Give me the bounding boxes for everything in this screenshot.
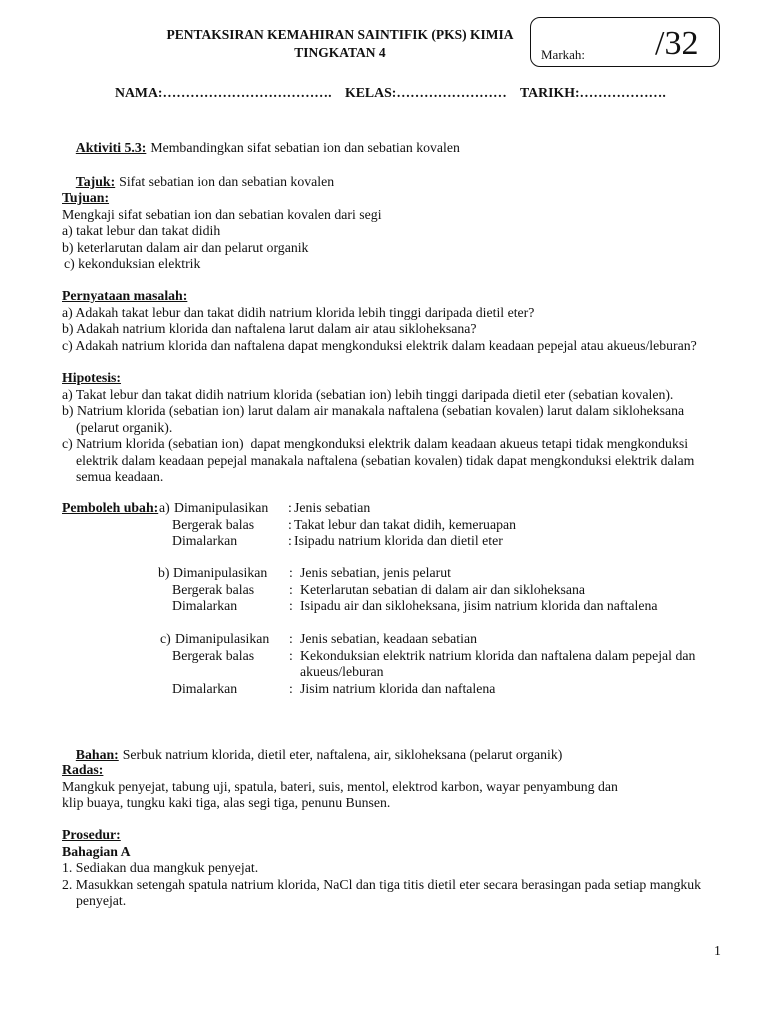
document-title: PENTAKSIRAN KEMAHIRAN SAINTIFIK (PKS) KIMIA xyxy=(166,27,514,42)
objective-section xyxy=(62,190,382,273)
materials-line xyxy=(62,730,563,762)
materials-label: Bahan: xyxy=(75,746,119,762)
variable-label: Bergerak balas xyxy=(172,647,255,663)
student-class-field: KELAS:…………………… xyxy=(345,85,507,100)
variable-separator: : xyxy=(289,631,293,646)
materials-text: Serbuk natrium klorida, dietil eter, naftalena, air, sikloheksana (pelarut organik) xyxy=(122,746,563,762)
variable-value: Isipadu natrium klorida dan dietil eter xyxy=(294,533,503,548)
problem-statement-item: a) Adakah takat lebur dan takat didih natrium klorida lebih tinggi daripada dietil eter? xyxy=(62,304,535,320)
variable-label: Dimalarkan xyxy=(172,533,238,548)
variable-label: Bergerak balas xyxy=(172,581,255,597)
problem-statement-item: b) Adakah natrium klorida dan naftalena larut dalam air atau sikloheksana? xyxy=(62,321,477,336)
group-marker: c) xyxy=(160,631,171,646)
variable-label: Dimanipulasikan xyxy=(175,631,270,646)
apparatus-line: Mangkuk penyejat, tabung uji, spatula, bateri, suis, mentol, elektrod karbon, wayar penyambung dan xyxy=(62,778,618,794)
variables-row xyxy=(0,517,768,534)
score-total: /32 xyxy=(655,25,699,62)
apparatus-line: klip buaya, tungku kaki tiga, alas segi tiga, penunu Bunsen. xyxy=(62,795,391,810)
hypothesis-line: (pelarut organik). xyxy=(76,419,173,435)
objective-item: c) kekonduksian elektrik xyxy=(64,256,201,271)
variable-value: Keterlarutan sebatian di dalam air dan sikloheksana xyxy=(300,581,586,597)
variables-group-b xyxy=(0,565,768,615)
title-label: Tajuk: xyxy=(75,173,116,189)
variable-label: Dimalarkan xyxy=(172,680,238,696)
variable-separator: : xyxy=(289,581,293,597)
procedure-heading: Prosedur: xyxy=(62,827,121,842)
student-name-field: NAMA:………………………………. xyxy=(115,85,332,100)
variables-row xyxy=(0,565,768,582)
variable-separator: : xyxy=(289,647,293,663)
variable-value: Jenis sebatian xyxy=(294,500,371,515)
variables-row xyxy=(0,631,768,648)
activity-line xyxy=(62,123,460,155)
variables-row xyxy=(0,533,768,550)
student-date-field: TARIKH:………………. xyxy=(520,85,666,100)
variable-value: Kekonduksian elektrik natrium klorida dan naftalena dalam pepejal dan xyxy=(300,647,696,663)
variables-row xyxy=(0,500,768,517)
title-text: Sifat sebatian ion dan sebatian kovalen xyxy=(119,173,335,189)
variable-separator: : xyxy=(289,680,293,696)
document-subtitle: TINGKATAN 4 xyxy=(294,45,386,60)
hypothesis-line: semua keadaan. xyxy=(76,469,164,484)
variables-group-a xyxy=(0,500,768,550)
variable-separator: : xyxy=(289,598,293,613)
variables-row xyxy=(0,681,768,698)
variables-row xyxy=(0,598,768,615)
objective-heading: Tujuan: xyxy=(62,190,110,205)
group-marker: b) xyxy=(158,565,170,580)
procedure-step: 2. Masukkan setengah spatula natrium klorida, NaCl dan tiga titis dietil eter secara berasingan pada setiap mangkuk xyxy=(62,876,702,892)
variables-row xyxy=(0,664,768,681)
hypothesis-heading: Hipotesis: xyxy=(62,370,122,385)
score-label: Markah: xyxy=(541,47,586,62)
group-marker: a) xyxy=(159,500,170,515)
variables-group-c xyxy=(0,631,768,697)
variable-separator: : xyxy=(288,533,292,548)
variable-value: Jisim natrium klorida dan naftalena xyxy=(300,680,496,696)
variables-row xyxy=(0,582,768,599)
variable-separator: : xyxy=(288,516,292,532)
variables-row xyxy=(0,648,768,665)
procedure-step: 1. Sediakan dua mangkuk penyejat. xyxy=(62,860,259,875)
procedure-section xyxy=(62,827,701,910)
variable-label: Dimanipulasikan xyxy=(174,500,269,515)
apparatus-section xyxy=(62,762,618,812)
hypothesis-line: c) Natrium klorida (sebatian ion) dapat mengkonduksi elektrik dalam keadaan akueus tetapi tidak mengkonduksi xyxy=(62,436,689,451)
problem-statement-item: c) Adakah natrium klorida dan naftalena dapat mengkonduksi elektrik dalam keadaan pepejal atau akueus/leburan? xyxy=(62,337,697,353)
procedure-part-heading: Bahagian A xyxy=(62,843,131,859)
variable-value: Isipadu air dan sikloheksana, jisim natrium klorida dan naftalena xyxy=(300,598,658,613)
activity-label: Aktiviti 5.3: xyxy=(75,139,147,155)
title-line xyxy=(62,157,335,189)
variable-label: Dimalarkan xyxy=(172,598,238,613)
problem-statement-heading: Pernyataan masalah: xyxy=(62,288,188,303)
variable-value-continued: akueus/leburan xyxy=(300,664,384,679)
hypothesis-line: a) Takat lebur dan takat didih natrium klorida (sebatian ion) lebih tinggi daripada dietil eter (sebatian kovalen). xyxy=(62,386,674,402)
objective-item: b) keterlarutan dalam air dan pelarut organik xyxy=(62,239,309,255)
variable-value: Jenis sebatian, jenis pelarut xyxy=(300,565,451,580)
problem-statement-section xyxy=(62,288,697,354)
objective-intro: Mengkaji sifat sebatian ion dan sebatian kovalen dari segi xyxy=(62,206,382,222)
procedure-step-continued: penyejat. xyxy=(76,893,127,908)
activity-text: Membandingkan sifat sebatian ion dan sebatian kovalen xyxy=(150,139,460,155)
variable-label: Dimanipulasikan xyxy=(173,565,268,580)
hypothesis-line: b) Natrium klorida (sebatian ion) larut dalam air manakala naftalena (sebatian kovalen) larut dalam sikloheksana xyxy=(62,403,685,418)
variable-value: Jenis sebatian, keadaan sebatian xyxy=(300,631,477,646)
hypothesis-line: elektrik dalam keadaan pepejal manakala naftalena (sebatian kovalen) tidak dapat mengkonduksi elektrik dalam xyxy=(76,452,695,468)
score-box xyxy=(530,17,720,67)
apparatus-heading: Radas: xyxy=(62,762,104,777)
variable-value: Takat lebur dan takat didih, kemeruapan xyxy=(294,516,516,532)
variable-separator: : xyxy=(289,565,293,580)
hypothesis-section xyxy=(62,370,694,486)
objective-item: a) takat lebur dan takat didih xyxy=(62,223,221,238)
page-number: 1 xyxy=(714,943,721,958)
variable-label: Bergerak balas xyxy=(172,516,255,532)
variables-heading: Pemboleh ubah: xyxy=(62,500,159,515)
variable-separator: : xyxy=(288,500,292,515)
